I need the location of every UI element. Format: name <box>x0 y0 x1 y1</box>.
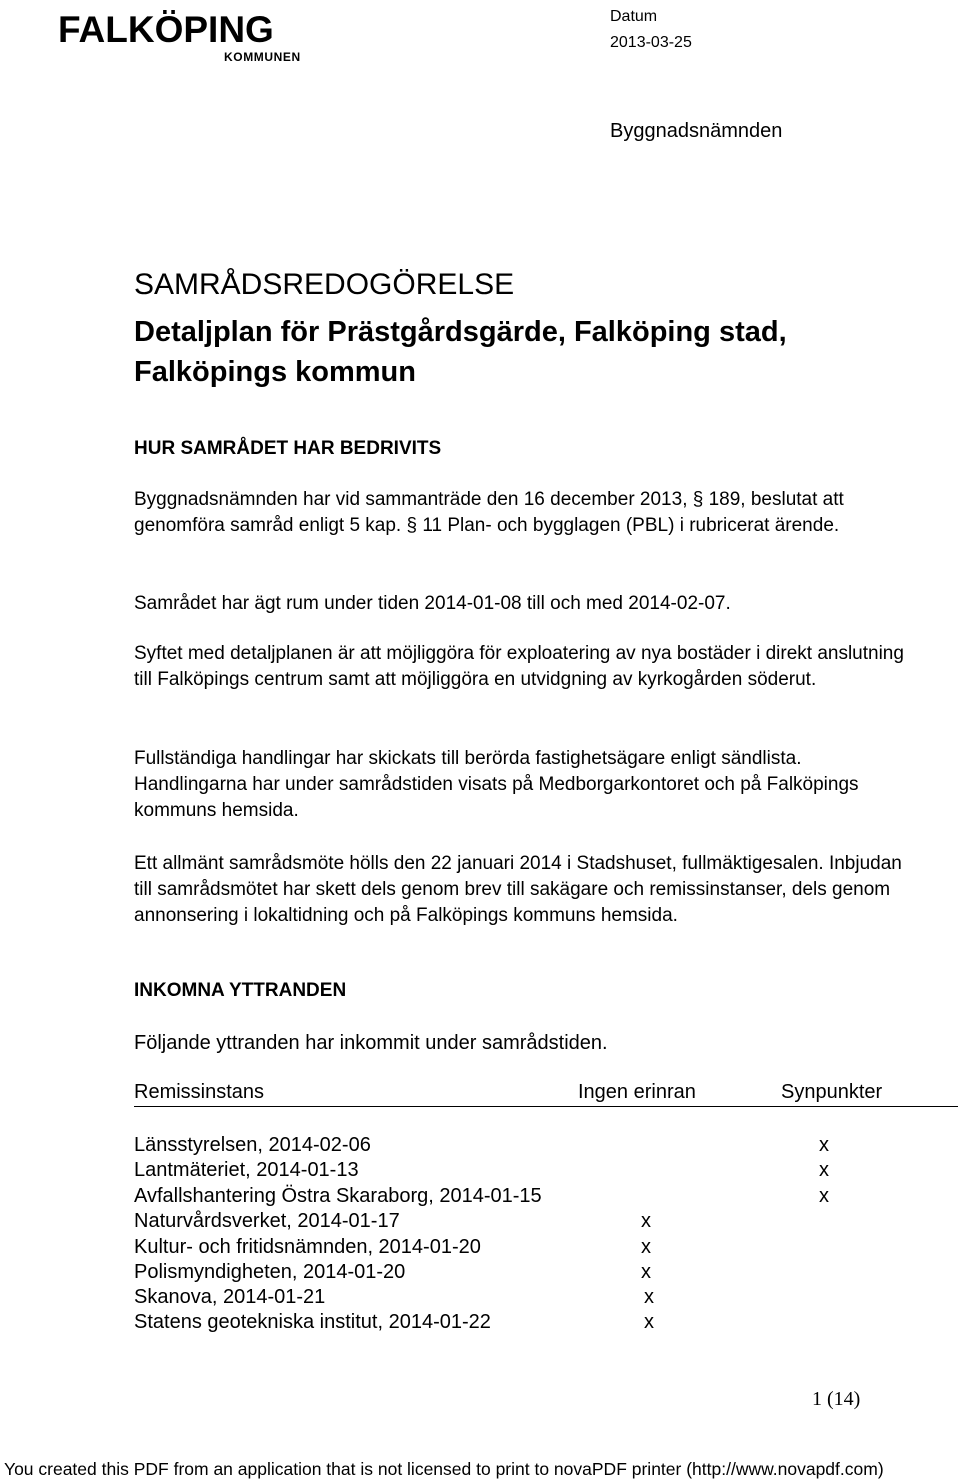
row-ingen-erinran-mark: x <box>641 1261 651 1283</box>
paragraph-responses-intro: Följande yttranden har inkommit under samrådstiden. <box>134 1032 608 1054</box>
paragraph-purpose: Syftet med detaljplanen är att möjliggöra för exploatering av nya bostäder i direkt anslutning till Falköpings centrum samt att möjliggöra en utvidgning av kyrkogården söderut. <box>134 643 904 690</box>
section-heading-responses: INKOMNA YTTRANDEN <box>134 980 347 1001</box>
row-organization: Skanova, 2014-01-21 <box>134 1286 326 1308</box>
table-row <box>0 1236 960 1262</box>
table-row <box>0 1210 960 1236</box>
logo-subtitle: KOMMUNEN <box>224 50 301 64</box>
row-organization: Avfallshantering Östra Skaraborg, 2014-01-15 <box>134 1185 542 1207</box>
column-header-ingen-erinran: Ingen erinran <box>578 1081 696 1103</box>
row-organization: Länsstyrelsen, 2014-02-06 <box>134 1134 371 1156</box>
row-organization: Kultur- och fritidsnämnden, 2014-01-20 <box>134 1236 481 1258</box>
table-row <box>0 1159 960 1185</box>
row-organization: Naturvårdsverket, 2014-01-17 <box>134 1210 400 1232</box>
row-organization: Polismyndigheten, 2014-01-20 <box>134 1261 406 1283</box>
pdf-footer-notice: You created this PDF from an application that is not licensed to print to novaPDF printer (http://www.novapdf.com) <box>4 1459 884 1479</box>
falkoping-logo <box>58 10 308 62</box>
row-ingen-erinran-mark: x <box>644 1311 654 1333</box>
date-label: Datum <box>610 8 658 25</box>
row-ingen-erinran-mark: x <box>644 1286 654 1308</box>
paragraph-documents: Fullständiga handlingar har skickats till berörda fastighetsägare enligt sändlista. Handlingarna har under samrådstiden visats på Medborgarkontoret och på Falköpings kommuns hemsida. <box>134 748 859 821</box>
column-header-synpunkter: Synpunkter <box>781 1081 883 1103</box>
logo-wordmark: FALKÖPING <box>58 9 274 50</box>
row-ingen-erinran-mark: x <box>641 1210 651 1232</box>
row-synpunkter-mark: x <box>819 1159 829 1181</box>
document-title: SAMRÅDSREDOGÖRELSE <box>134 268 515 301</box>
table-row <box>0 1286 960 1312</box>
document-subtitle: Detaljplan för Prästgårdsgärde, Falköping stad, Falköpings kommun <box>134 316 787 388</box>
section-heading-process: HUR SAMRÅDET HAR BEDRIVITS <box>134 438 442 459</box>
recipient: Byggnadsnämnden <box>610 120 783 142</box>
table-row <box>0 1261 960 1287</box>
row-synpunkter-mark: x <box>819 1134 829 1156</box>
row-organization: Statens geotekniska institut, 2014-01-22 <box>134 1311 491 1333</box>
row-ingen-erinran-mark: x <box>641 1236 651 1258</box>
table-header-rule <box>134 1106 958 1107</box>
paragraph-meeting: Ett allmänt samrådsmöte hölls den 22 januari 2014 i Stadshuset, fullmäktigesalen. Inbjudan till samrådsmötet har skett dels genom brev till sakägare och remissinstanser, dels genom annonsering i lokaltidning och på Falköpings kommuns hemsida. <box>134 853 902 926</box>
table-row <box>0 1311 960 1337</box>
paragraph-decision: Byggnadsnämnden har vid sammanträde den 16 december 2013, § 189, beslutat att genomföra samråd enligt 5 kap. § 11 Plan- och bygglagen (PBL) i rubricerat ärende. <box>134 489 844 536</box>
row-synpunkter-mark: x <box>819 1185 829 1207</box>
date-value: 2013-03-25 <box>610 34 692 51</box>
table-row <box>0 1185 960 1211</box>
row-organization: Lantmäteriet, 2014-01-13 <box>134 1159 359 1181</box>
paragraph-period: Samrådet har ägt rum under tiden 2014-01-08 till och med 2014-02-07. <box>134 593 731 614</box>
column-header-remissinstans: Remissinstans <box>134 1081 265 1103</box>
table-row <box>0 1134 960 1160</box>
page-number: 1 (14) <box>812 1388 861 1410</box>
